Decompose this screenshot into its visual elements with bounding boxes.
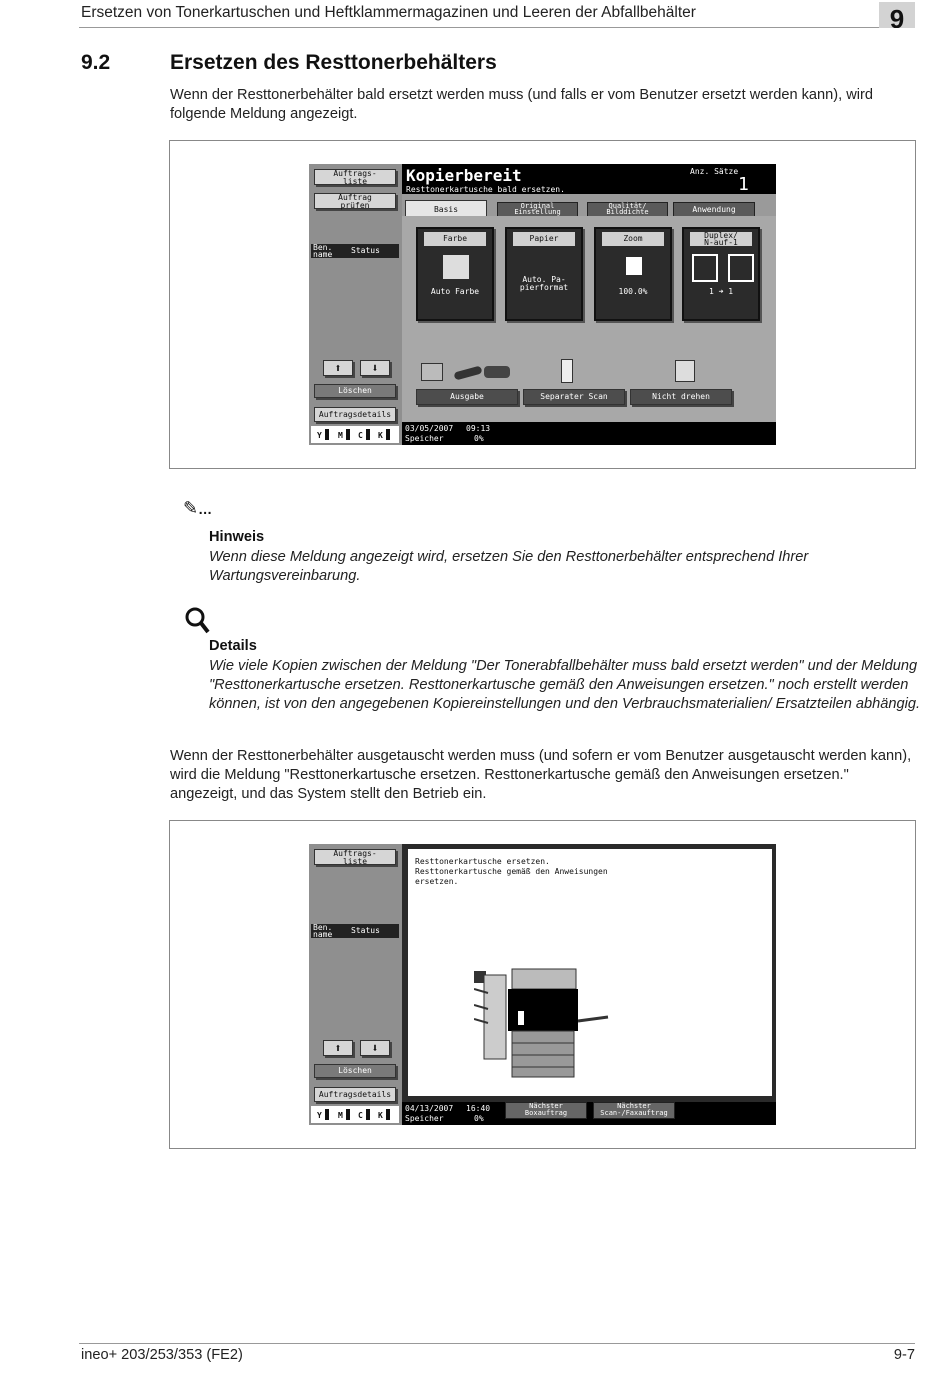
user-status-header	[311, 244, 399, 258]
scroll-down-button-2[interactable]	[360, 1040, 390, 1056]
replace-message-2: Resttonerkartusche gemäß den Anweisungen	[415, 867, 608, 876]
toner-y-label: Y	[317, 431, 322, 440]
toner-k-label: K	[378, 1111, 383, 1120]
tile-paper-value: Auto. Pa- pierformat	[519, 275, 569, 292]
sets-value: 1	[738, 174, 749, 195]
duplex-source-icon	[692, 254, 718, 282]
footer-page-number: 9-7	[893, 1347, 915, 1363]
tile-paper[interactable]	[505, 227, 583, 321]
footer-rule	[79, 1343, 915, 1344]
copier-panel-2	[309, 844, 776, 1125]
job-list-button[interactable]: Auftrags- liste	[314, 169, 396, 185]
status-label-2: Status	[351, 926, 380, 935]
date: 04/13/2007	[405, 1104, 454, 1113]
replace-message-1: Resttonerkartusche ersetzen.	[415, 857, 550, 866]
running-header: Ersetzen von Tonerkartuschen und Heftklammermagazinen und Leeren der Abfallbehälter	[81, 4, 696, 21]
output-button[interactable]: Ausgabe	[416, 389, 518, 405]
tile-duplex[interactable]	[682, 227, 760, 321]
toner-m-label: M	[338, 431, 343, 440]
duplex-target-icon	[728, 254, 754, 282]
toner-y-label: Y	[317, 1111, 322, 1120]
delete-button[interactable]: Löschen	[314, 384, 396, 398]
job-list-button-2[interactable]: Auftrags- liste	[314, 849, 396, 865]
tile-color[interactable]	[416, 227, 494, 321]
tile-zoom-label: Zoom	[602, 232, 664, 246]
memory-label: Speicher	[405, 434, 444, 443]
check-job-button[interactable]: Auftrag prüfen	[314, 193, 396, 209]
toner-c-label: C	[358, 431, 363, 440]
separate-scan-button[interactable]: Separater Scan	[523, 389, 625, 405]
delete-button-2[interactable]: Löschen	[314, 1064, 396, 1078]
user-name-label-2: Ben. name	[313, 923, 333, 939]
note-heading: Hinweis	[209, 529, 265, 545]
tab-quality-density[interactable]: Qualität/ Bilddichte	[587, 202, 668, 217]
tile-zoom[interactable]	[594, 227, 672, 321]
panel-title: Kopierbereit	[406, 166, 522, 185]
panel-message: Resttonerkartusche bald ersetzen.	[406, 185, 565, 194]
arrow-down-icon: ⬇	[371, 1041, 379, 1055]
time: 09:13	[466, 424, 491, 433]
toner-m-level	[346, 429, 350, 440]
user-status-header-2	[311, 924, 399, 938]
no-rotate-icon	[675, 360, 695, 382]
status-bar-2	[402, 1102, 776, 1125]
printer-illustration	[474, 957, 614, 1087]
memory-label: Speicher	[405, 1114, 444, 1123]
tab-original-settings[interactable]: Original Einstellung	[497, 202, 578, 217]
arrow-down-icon: ⬇	[371, 361, 379, 375]
no-rotate-button[interactable]: Nicht drehen	[630, 389, 732, 405]
job-details-button-2[interactable]: Auftragsdetails	[314, 1087, 396, 1102]
next-box-job-button[interactable]: Nächster Boxauftrag	[505, 1102, 587, 1119]
date: 03/05/2007	[405, 424, 454, 433]
figure-1-frame	[169, 140, 916, 469]
message-bar	[402, 164, 776, 194]
footer-model: ineo+ 203/253/353 (FE2)	[81, 1347, 243, 1363]
section-title: Ersetzen des Resttonerbehälters	[170, 51, 497, 74]
punch-icon	[484, 366, 510, 378]
memory-value: 0%	[474, 434, 484, 443]
zoom-icon	[626, 257, 642, 275]
paragraph-2: Wenn der Resttonerbehälter ausgetauscht werden muss (und sofern er vom Benutzer ausgetauscht werden kann), wird die Meldung "Resttonerkartusche ersetzen. Resttonerkartusche gemäß den Anweisungen ersetzen." angezeigt, und das System stellt den Betrieb ein.	[170, 748, 912, 802]
status-label: Status	[351, 246, 380, 255]
message-area	[408, 849, 772, 1096]
tab-application[interactable]: Anwendung	[673, 202, 755, 217]
scroll-up-button-2[interactable]	[323, 1040, 353, 1056]
user-name-label: Ben. name	[313, 243, 333, 259]
job-details-button[interactable]: Auftragsdetails	[314, 407, 396, 422]
toner-c-level	[366, 429, 370, 440]
note-text: Wenn diese Meldung angezeigt wird, ersetzen Sie den Resttonerbehälter entsprechend Ihrer Wartungsvereinbarung.	[209, 549, 809, 584]
toner-y-level	[325, 1109, 329, 1120]
chapter-number-badge: 9	[879, 2, 915, 28]
scroll-down-button[interactable]	[360, 360, 390, 376]
toner-indicator-2	[311, 1106, 399, 1123]
toner-k-label: K	[378, 431, 383, 440]
intro-paragraph: Wenn der Resttonerbehälter bald ersetzt werden muss (und falls er vom Benutzer ersetzt werden kann), wird folgende Meldung angezeigt.	[170, 87, 873, 122]
status-bar	[402, 422, 776, 445]
sort-icon	[421, 363, 443, 381]
panel2-sidebar	[309, 844, 402, 1125]
section-number: 9.2	[81, 51, 111, 74]
tile-paper-label: Papier	[513, 232, 575, 246]
toner-y-level	[325, 429, 329, 440]
tile-color-value: Auto Farbe	[430, 287, 480, 296]
replace-message-3: ersetzen.	[415, 877, 459, 886]
details-heading: Details	[209, 638, 257, 654]
pencil-icon: ✎…	[183, 498, 213, 518]
tile-duplex-value: 1 ➜ 1	[708, 287, 734, 296]
toner-m-level	[346, 1109, 350, 1120]
next-scan-fax-job-button[interactable]: Nächster Scan-/Faxauftrag	[593, 1102, 675, 1119]
toner-indicator	[311, 426, 399, 443]
sets-label: Anz. Sätze	[690, 167, 739, 176]
arrow-up-icon: ⬆	[334, 361, 342, 375]
copier-panel-1	[309, 164, 776, 445]
auto-color-icon	[443, 255, 469, 279]
tile-zoom-value: 100.0%	[618, 287, 648, 296]
magnifier-icon	[184, 606, 202, 624]
time: 16:40	[466, 1104, 491, 1113]
arrow-up-icon: ⬆	[334, 1041, 342, 1055]
tab-basis[interactable]: Basis	[405, 200, 487, 218]
toner-m-label: M	[338, 1111, 343, 1120]
toner-c-label: C	[358, 1111, 363, 1120]
tile-color-label: Farbe	[424, 232, 486, 246]
header-rule	[79, 27, 879, 28]
scroll-up-button[interactable]	[323, 360, 353, 376]
details-text: Wie viele Kopien zwischen der Meldung "Der Tonerabfallbehälter muss bald ersetzt werden" und der Meldung "Resttonerkartusche ersetzen. Resttonerkartusche gemäß den Anweisungen ersetzen." noch erstellt werden können, ist von den angegebenen Kopiereinstellungen und den Verbrauchsmaterialien/ Ersatzteilen abhängig.	[209, 658, 921, 712]
separate-scan-icon	[561, 359, 573, 383]
memory-value: 0%	[474, 1114, 484, 1123]
toner-k-level	[386, 429, 390, 440]
toner-k-level	[386, 1109, 390, 1120]
tile-duplex-label: Duplex/ N-auf-1	[690, 232, 752, 246]
figure-2-frame	[169, 820, 916, 1149]
toner-c-level	[366, 1109, 370, 1120]
